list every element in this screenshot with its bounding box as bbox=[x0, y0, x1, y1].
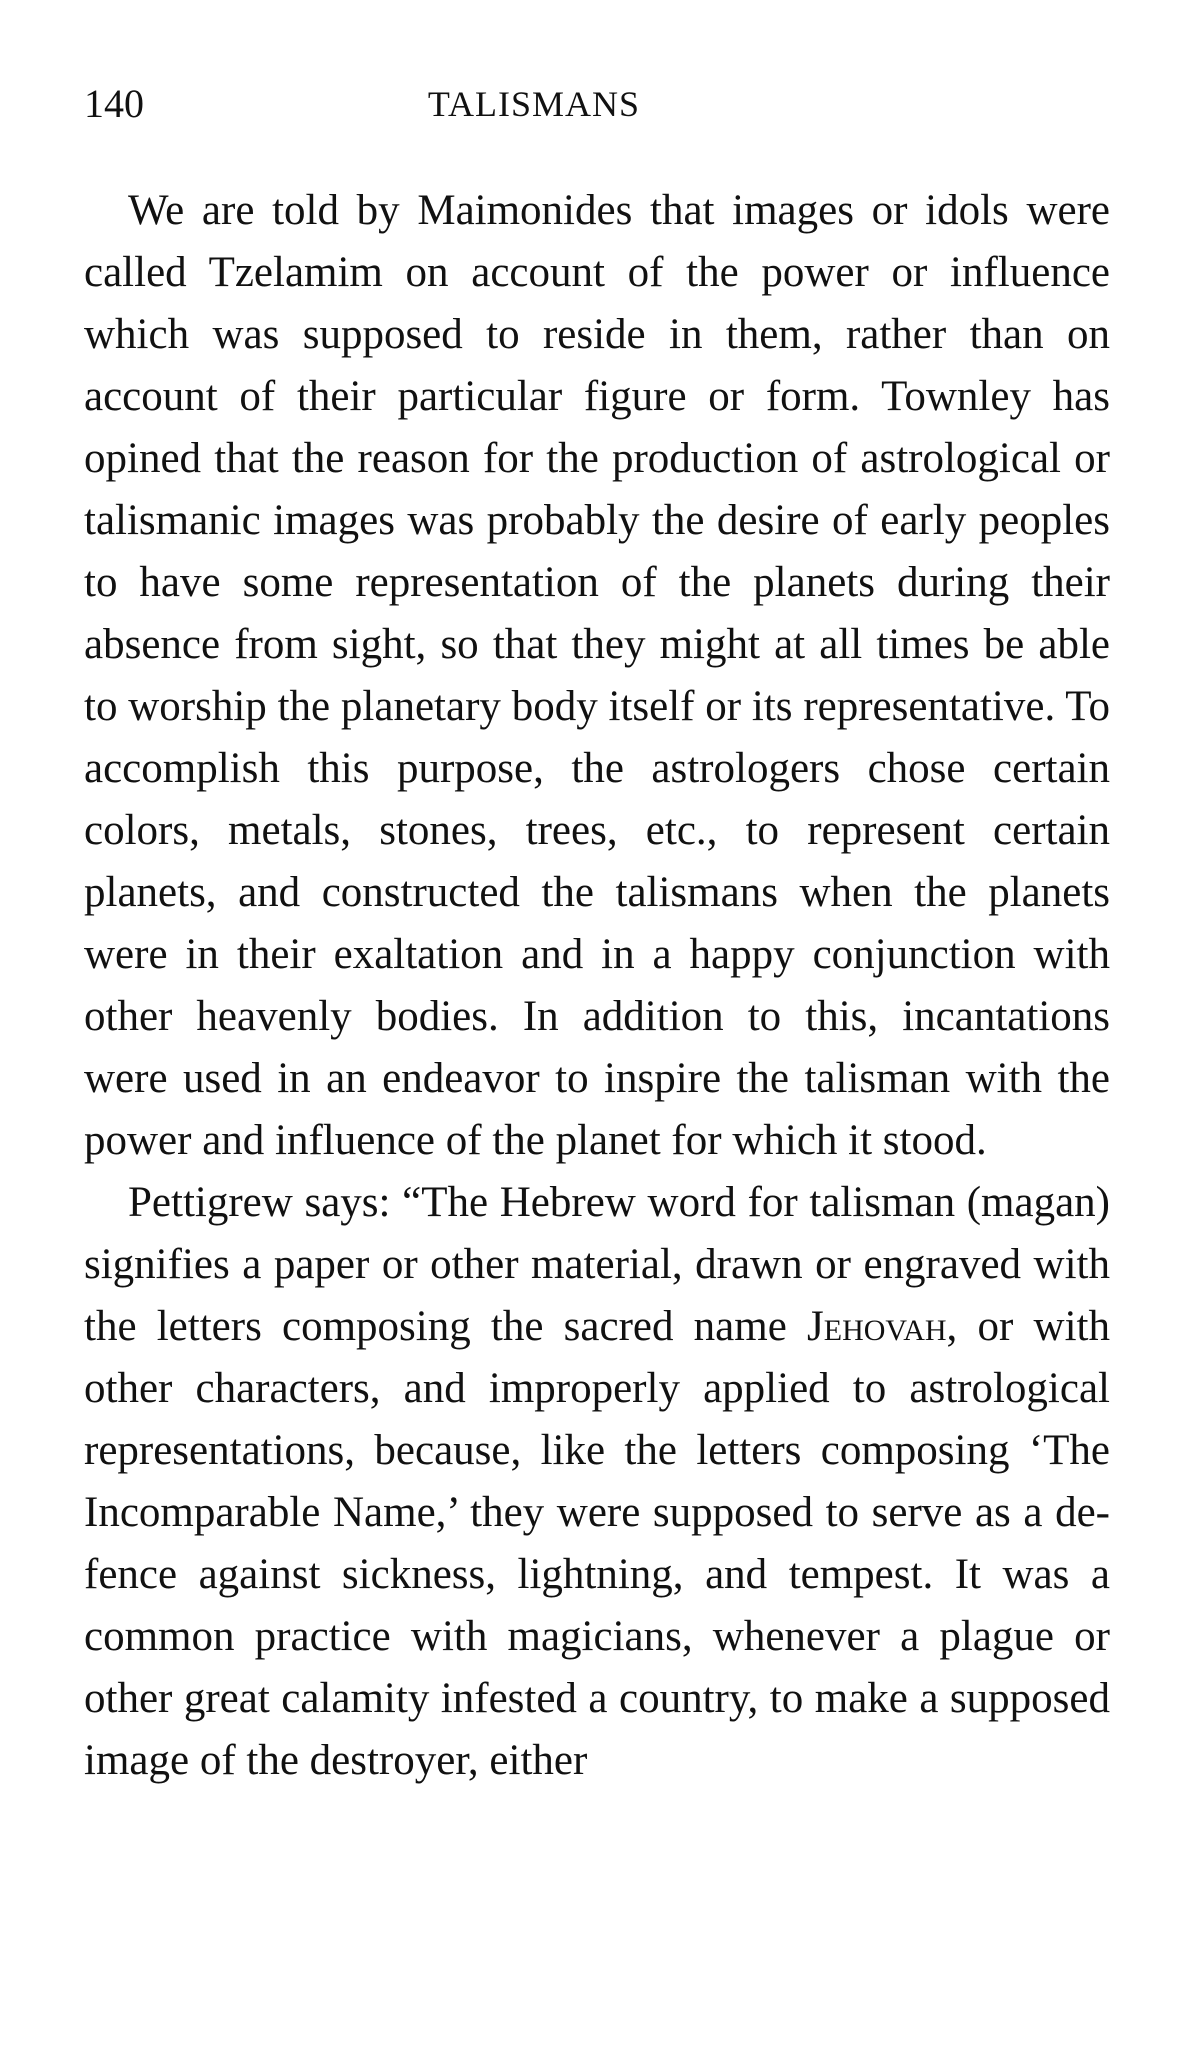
running-head bbox=[84, 78, 1104, 130]
paragraph-pettigrew bbox=[84, 1172, 1110, 1792]
body-text bbox=[84, 180, 1110, 1792]
paragraph-pettigrew-part-1: Pettigrew says: “The Hebrew word for talisman (magan) signifies a paper or other material, drawn or engraved with the letters composing the sacred name bbox=[84, 1179, 1110, 1350]
paragraph-maimonides: We are told by Maimonides that images or idols were called Tzelamim on account of the power or influence which was supposed to reside in them, rather than on account of their particular figure or form. Townley has opined that the reason for the production of astrological or talismanic images was probably the desire of early peoples to have some representation of the planets during their absence from sight, so that they might at all times be able to worship the planetary body itself or its representative. To accomplish this purpose, the astrologers chose certain colors, metals, stones, trees, etc., to represent certain planets, and constructed the talismans when the planets were in their exaltation and in a happy conjunction with other heavenly bodies. In addition to this, incantations were used in an endeavor to inspire the talisman with the power and influence of the planet for which it stood. bbox=[84, 187, 1110, 1164]
page-number: 140 bbox=[84, 81, 144, 126]
sacred-name: Jehovah bbox=[807, 1303, 947, 1350]
running-title: TALISMANS bbox=[427, 84, 641, 124]
paragraph-pettigrew-part-2: , or with other characters, and improperly applied to astrological representations, because, like the letters composing ‘The Incomparable Name,’ they were supposed to serve as a defence against sickness, lightning, and tempest. It was a common practice with magicians, whenever a plague or other great calamity infested a country, to make a supposed image of the destroyer, either bbox=[84, 1303, 1110, 1784]
